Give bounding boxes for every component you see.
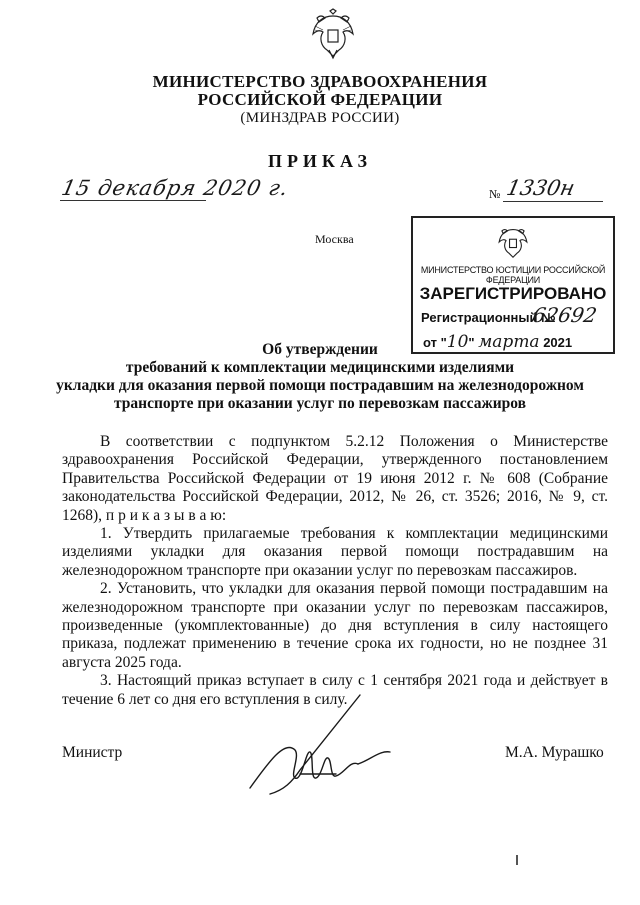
stamp-date-year: 2021 <box>543 335 573 350</box>
ministry-header <box>0 73 640 127</box>
stamp-date-quote: " <box>468 335 475 350</box>
paragraph-preamble: В соответствии с подпунктом 5.2.12 Положения о Министерстве здравоохранения Российской Федерации, утвержденного постановлением Правительства Российской Федерации от 19 июня 2012 г. № 608 (Собрание законодательства Российской Федерации, 2012, № 26, ст. 3526; 2016, № 9, ст. 1268), п р и к а з ы в а ю: <box>62 433 608 524</box>
title-line: требований к комплектации медицинскими изделиями <box>125 359 515 376</box>
handwritten-signature-icon <box>240 690 440 800</box>
title-line: укладки для оказания первой помощи пострадавшим на железнодорожном <box>56 377 584 394</box>
order-number-label: № <box>489 187 501 201</box>
stamp-date-month: марта <box>478 332 540 352</box>
russian-coat-of-arms-icon <box>309 8 357 60</box>
ministry-short-name: (МИНЗДРАВ РОССИИ) <box>240 110 400 126</box>
title-line: Об утверждении <box>262 341 378 358</box>
scan-mark <box>516 855 518 865</box>
stamp-status: ЗАРЕГИСТРИРОВАНО <box>419 284 607 303</box>
ministry-name-line1: МИНИСТЕРСТВО ЗДРАВООХРАНЕНИЯ <box>152 72 488 91</box>
russian-coat-of-arms-icon <box>496 224 530 260</box>
minister-position: Министр <box>62 744 123 761</box>
handwritten-order-number: 1330н <box>504 176 577 200</box>
paragraph-item-3: 3. Настоящий приказ вступает в силу с 1 сентября 2021 года и действует в течение 6 лет со дня его вступления в силу. <box>62 672 608 708</box>
number-underline <box>503 201 603 202</box>
stamp-date-prefix: от " <box>423 335 447 350</box>
document-type: ПРИКАЗ <box>267 151 373 171</box>
paragraph-item-2: 2. Установить, что укладки для оказания первой помощи пострадавшим на железнодорожном транспорте при оказании услуг по перевозкам пассажиров, произведенные (укомплектованные) до дня вступления в силу настоящего приказа, подлежат применению в течение срока их годности, но не позднее 31 августа 2025 года. <box>62 580 608 671</box>
handwritten-date: 15 декабря 2020 г. <box>59 176 292 200</box>
stamp-date-day: 10 <box>446 332 469 352</box>
order-body <box>62 433 608 709</box>
stamp-reg-number: 62692 <box>530 303 599 327</box>
ministry-name-line2: РОССИЙСКОЙ ФЕДЕРАЦИИ <box>197 90 443 109</box>
registration-stamp <box>411 216 615 354</box>
stamp-reg-number-label: Регистрационный № <box>421 310 556 325</box>
order-title <box>40 341 600 413</box>
paragraph-item-1: 1. Утвердить прилагаемые требования к комплектации медицинскими изделиями укладки для оказания первой помощи пострадавшим на железнодорожном транспорте при оказании услуг по перевозкам пассажиров. <box>62 525 608 579</box>
title-line: транспорте при оказании услуг по перевозкам пассажиров <box>113 395 527 412</box>
date-underline <box>60 200 206 201</box>
stamp-ministry-name: МИНИСТЕРСТВО ЮСТИЦИИ РОССИЙСКОЙ ФЕДЕРАЦИИ <box>420 265 606 285</box>
city: Москва <box>315 232 354 246</box>
minister-name: М.А. Мурашко <box>505 744 604 761</box>
